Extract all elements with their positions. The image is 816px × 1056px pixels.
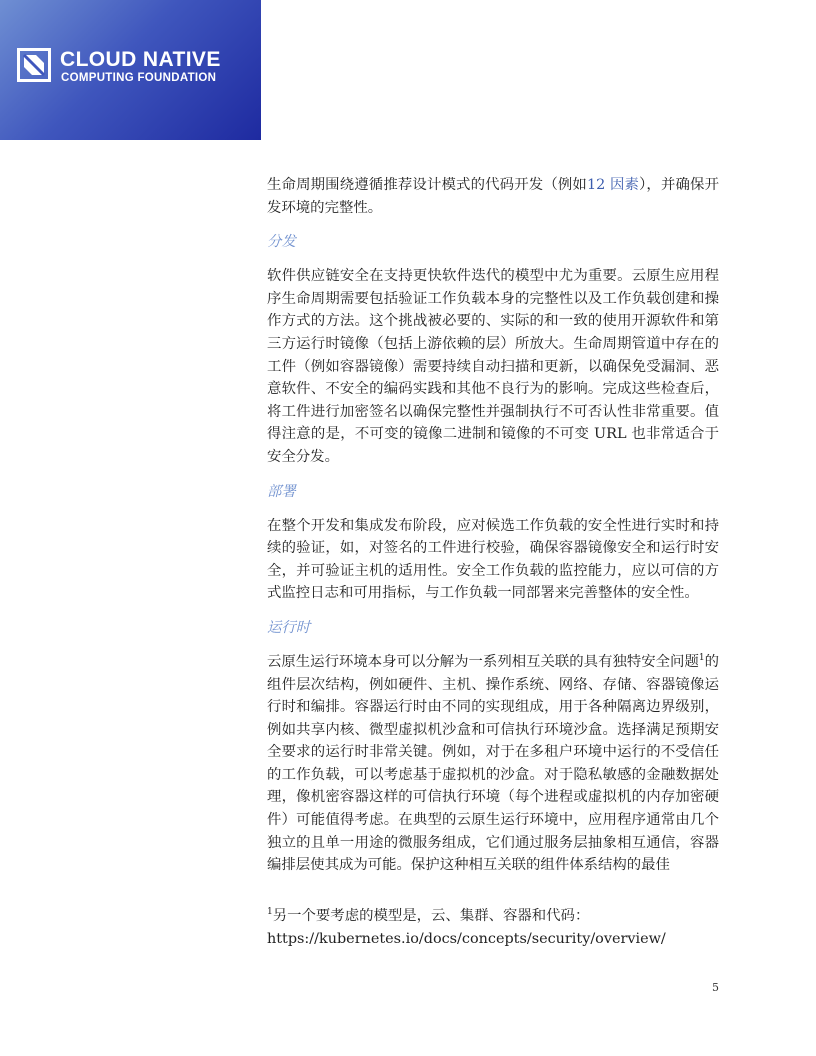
- footnote: [267, 905, 737, 950]
- runtime-text-continued: 的组件层次结构，例如硬件、主机、操作系统、网络、存储、容器镜像运行时和编排。容器运行时由不同的实现组成，用于各种隔离边界级别，例如共享内核、微型虚拟机沙盒和可信执行环境沙盒。选择满足预期安全要求的运行时非常关键。例如，对于在多租户环境中运行的不受信任的工作负载，可以考虑基于虚拟机的沙盒。对于隐私敏感的金融数据处理，像机密容器这样的可信执行环境（每个进程或虚拟机的内存加密硬件）可能值得考虑。在典型的云原生运行环境中，应用程序通常由几个独立的且单一用途的微服务组成，它们通过服务层抽象相互通信，容器编排层使其成为可能。保护这种相互关联的组件体系结构的最佳: [267, 653, 719, 874]
- section-body-runtime: [267, 651, 719, 877]
- intro-paragraph: [267, 174, 719, 219]
- footnote-url[interactable]: https://kubernetes.io/docs/concepts/security/overview/: [267, 930, 666, 947]
- twelve-factor-link[interactable]: 12 因素: [586, 177, 640, 193]
- cncf-logo-icon: [17, 48, 51, 82]
- org-name-line1: CLOUD NATIVE: [60, 48, 221, 71]
- main-content: [267, 174, 719, 877]
- section-heading-distribution: 分发: [267, 234, 296, 251]
- section-body-deployment: 在整个开发和集成发布阶段，应对候选工作负载的安全性进行实时和持续的验证，如，对签名的工件进行校验，确保容器镜像安全和运行时安全，并可验证主机的适用性。安全工作负载的监控能力，应以可信的方式监控日志和可用指标，与工作负载一同部署来完善整体的安全性。: [267, 517, 719, 602]
- footnote-text: 另一个要考虑的模型是，云、集群、容器和代码：: [272, 908, 590, 924]
- section-heading-runtime: 运行时: [267, 619, 311, 636]
- section-body-distribution: 软件供应链安全在支持更快软件迭代的模型中尤为重要。云原生应用程序生命周期需要包括验证工作负载本身的完整性以及工作负载创建和操作方式的方法。这个挑战被必要的、实际的和一致的使用开源软件和第三方运行时镜像（包括上游依赖的层）所放大。生命周期管道中存在的工件（例如容器镜像）需要持续自动扫描和更新，以确保免受漏洞、恶意软件、不安全的编码实践和其他不良行为的影响。完成这些检查后，将工件进行加密签名以确保完整性并强制执行不可否认性非常重要。值得注意的是，不可变的镜像二进制和镜像的不可变 URL 也非常适合于安全分发。: [267, 268, 719, 465]
- intro-text: 生命周期围绕遵循推荐设计模式的代码开发（例如: [267, 177, 587, 193]
- runtime-text: 云原生运行环境本身可以分解为一系列相互关联的具有独特安全问题: [267, 653, 699, 670]
- footnote-reference[interactable]: 1: [698, 653, 705, 664]
- section-heading-deployment: 部署: [267, 483, 296, 500]
- footnote-marker: 1: [267, 907, 273, 918]
- intro-text-end: ），并确保开发环境的完整性。: [267, 177, 719, 216]
- org-name-line2: COMPUTING FOUNDATION: [61, 72, 217, 84]
- page-number: 5: [712, 981, 719, 994]
- header-banner: [0, 0, 261, 140]
- footnote-text-line: [267, 905, 737, 928]
